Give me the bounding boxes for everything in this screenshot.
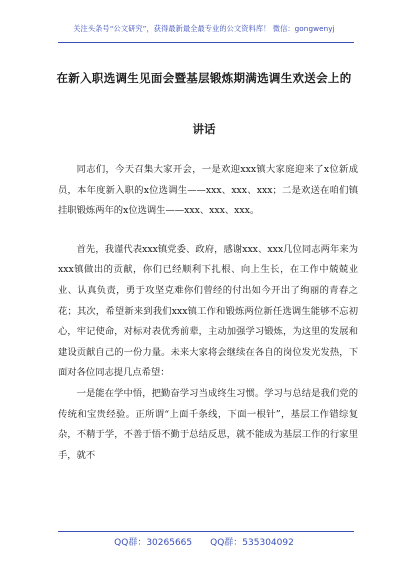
document-subtitle: 讲话 (192, 122, 216, 136)
body-paragraph: 首先，我谨代表xxx镇党委、政府，感谢xxx、xxx几位同志两年来为xxx镇做出的贡献，你们已经顺利下扎根、向上生长，在工作中兢兢业业、认真负责，勇于攻坚克难你们曾经的付出如今开出了绚丽的青春之花；其次，希望新来到我们xxx镇工作和锻炼两位新任选调生能够不忘初心，牢记使命，对标对表优秀前辈，主动加强学习锻炼，为这里的发展和建设贡献自己的一份力量。未来大家将会继续在各自的岗位发光发热，下面对各位同志提几点希望： (58, 243, 358, 379)
footer-divider (58, 531, 354, 532)
document-title: 在新入职选调生见面会暨基层锻炼期满选调生欢送会上的 (56, 71, 352, 85)
body-paragraph: 同志们，今天召集大家开会，一是欢迎xxx镇大家庭迎来了x位新成员，本年度新入职的x位选调生——xxx、xxx、xxx；二是欢送在咱们镇挂职锻炼两年的x位选调生——xxx、xxx、xxx。 (58, 164, 358, 217)
page-footer: QQ群：30265665 QQ群：535304092 (114, 538, 294, 548)
body-paragraph: 一是能在学中悟，把勤奋学习当成终生习惯。学习与总结是我们党的传统和宝贵经验。正所谓“上面千条线，下面一根针”，基层工作错综复杂，不精于学，不善于悟不勤于总结反思，就不能成为基层工作的行家里手，就不 (58, 387, 358, 461)
page-header: 关注头条号“公文研究”，获得最新最全最专业的公文资料库！ 微信：gongwenyj (73, 24, 335, 33)
header-divider (58, 42, 354, 43)
document-body (58, 160, 358, 466)
